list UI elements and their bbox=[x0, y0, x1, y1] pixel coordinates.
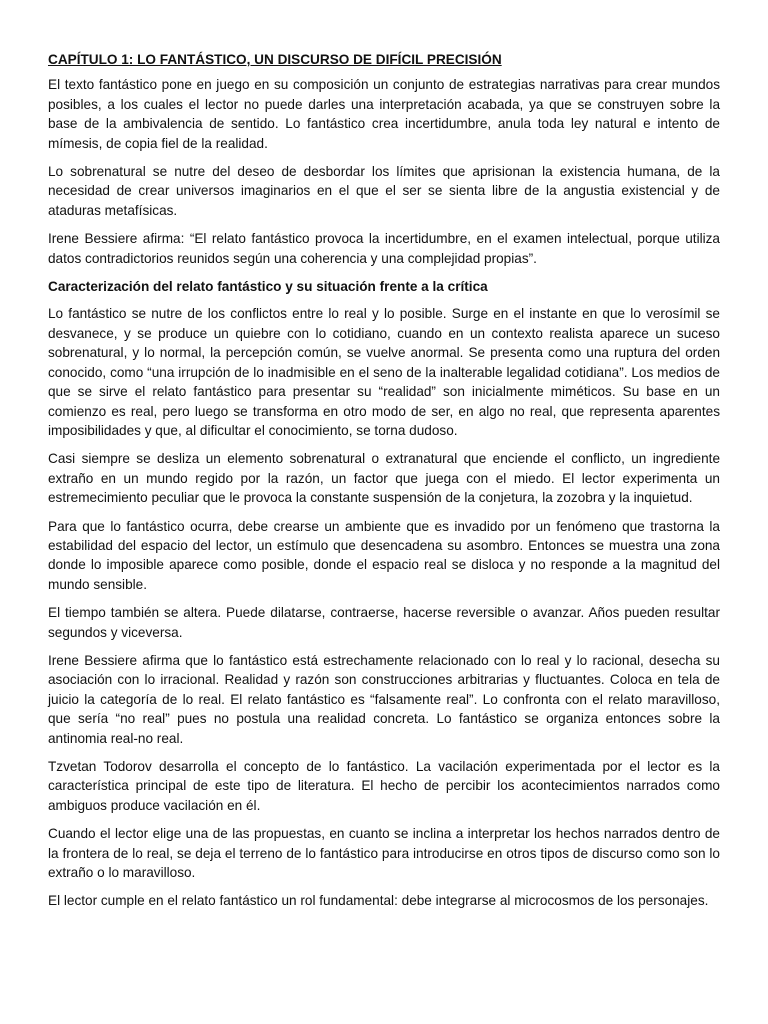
section-paragraph-1: Lo fantástico se nutre de los conflictos entre lo real y lo posible. Surge en el instante en que lo verosímil se desvanece, y se produce un quiebre con lo cotidiano, cuando en un contexto realista aparece un suceso sobrenatural, y lo normal, la percepción común, se vuelve anormal. Se presenta como una ruptura del orden conocido, como “una irrupción de lo inadmisible en el seno de la inalterable legalidad cotidiana”. Los medios de que se sirve el relato fantástico para presentar su “realidad” son inicialmente miméticos. Su base en un comienzo es real, pero luego se transforma en otro modo de ser, en algo no real, que representa aparentes imposibilidades y que, al dificultar el conocimiento, se torna dudoso. bbox=[48, 306, 720, 438]
section-paragraph-8: El lector cumple en el relato fantástico un rol fundamental: debe integrarse al microcosmos de los personajes. bbox=[48, 893, 709, 909]
section-title: Caracterización del relato fantástico y su situación frente a la crítica bbox=[48, 279, 488, 295]
chapter-title: CAPÍTULO 1: LO FANTÁSTICO, UN DISCURSO DE DIFÍCIL PRECISIÓN bbox=[48, 52, 502, 67]
intro-paragraph-2: Lo sobrenatural se nutre del deseo de desbordar los límites que aprisionan la existencia humana, de la necesidad de crear universos imaginarios en el que el ser se sienta libre de la angustia existencial y de ataduras metafísicas. bbox=[48, 164, 720, 218]
section-paragraph-2: Casi siempre se desliza un elemento sobrenatural o extranatural que enciende el conflicto, un ingrediente extraño en un mundo regido por la razón, un factor que juega con el miedo. El lector experimenta un estremecimiento peculiar que le provoca la constante suspensión de la conjetura, la zozobra y la inquietud. bbox=[48, 451, 720, 506]
section-paragraph-5: Irene Bessiere afirma que lo fantástico está estrechamente relacionado con lo real y lo racional, desecha su asociación con lo irracional. Realidad y razón son construcciones arbitrarias y fluctuantes. Coloca en tela de juicio la categoría de lo real. El relato fantástico es “falsamente real”. Lo confronta con el relato maravilloso, que sería “no real” pues no postula una realidad concreta. Lo fantástico se organiza entonces sobre la antinomia real-no real. bbox=[48, 652, 720, 746]
intro-paragraph-1: El texto fantástico pone en juego en su composición un conjunto de estrategias narrativas para crear mundos posibles, a los cuales el lector no puede darles una interpretación acabada, ya que se construyen sobre la base de la ambivalencia de sentido. Lo fantástico crea incertidumbre, anula toda ley natural e intento de mímesis, de copia fiel de la realidad. bbox=[48, 77, 720, 151]
section-paragraph-3: Para que lo fantástico ocurra, debe crearse un ambiente que es invadido por un fenómeno que trastorna la estabilidad del espacio del lector, un estímulo que desencadena su asombro. Entonces se muestra una zona donde lo imposible aparece como posible, donde el espacio real se disloca y no responde a la magnitud del mundo sensible. bbox=[48, 518, 720, 592]
intro-paragraph-3: Irene Bessiere afirma: “El relato fantástico provoca la incertidumbre, en el examen intelectual, porque utiliza datos contradictorios reunidos según una coherencia y una complejidad propias”. bbox=[48, 231, 720, 266]
section-paragraph-7: Cuando el lector elige una de las propuestas, en cuanto se inclina a interpretar los hechos narrados dentro de la frontera de lo real, se deja el terreno de lo fantástico para introducirse en otros tipos de discurso como son lo extraño o lo maravilloso. bbox=[48, 826, 720, 881]
section-paragraph-6: Tzvetan Todorov desarrolla el concepto de lo fantástico. La vacilación experimentada por el lector es la característica principal de este tipo de literatura. El hecho de percibir los acontecimientos narrados como ambiguos produce vacilación en él. bbox=[48, 759, 720, 813]
section-paragraph-4: El tiempo también se altera. Puede dilatarse, contraerse, hacerse reversible o avanzar. Años pueden resultar segundos y viceversa. bbox=[48, 605, 720, 640]
